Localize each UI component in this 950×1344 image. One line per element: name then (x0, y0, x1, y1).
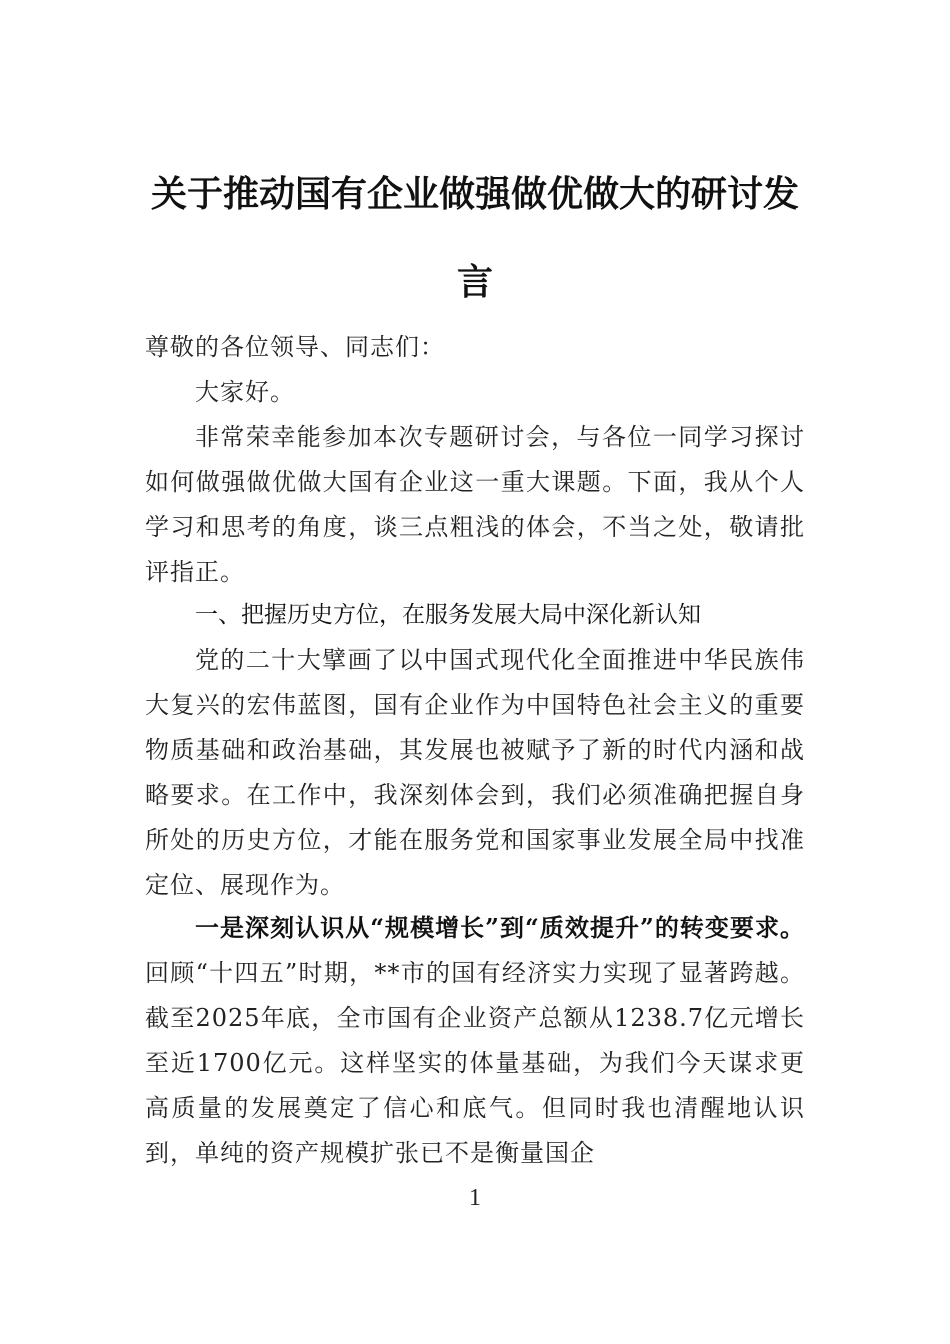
page-number: 1 (469, 1185, 481, 1211)
greeting: 大家好。 (195, 378, 295, 406)
salutation: 尊敬的各位领导、同志们： (145, 333, 445, 361)
section1-paragraph: 党的二十大擘画了以中国式现代化全面推进中华民族伟大复兴的宏伟蓝图，国有企业作为中国特色社会主义的重要物质基础和政治基础，其发展也被赋予了新的时代内涵和战略要求。在工作中，我深刻体会到，我们必须准确把握自身所处的历史方位，才能在服务党和国家事业发展全局中找准定位、展现作为。 (145, 646, 805, 899)
point1-paragraph (145, 905, 805, 1176)
intro-paragraph: 非常荣幸能参加本次专题研讨会，与各位一同学习探讨如何做强做优做大国有企业这一重大课题。下面，我从个人学习和思考的角度，谈三点粗浅的体会，不当之处，敬请批评指正。 (145, 423, 805, 586)
point1-text: 回顾“十四五”时期，**市的国有经济实力实现了显著跨越。截至2025年底，全市国有企业资产总额从1238.7亿元增长至近1700亿元。这样坚实的体量基础，为我们今天谋求更高质量的发展奠定了信心和底气。但同时我也清醒地认识到，单纯的资产规模扩张已不是衡量国企 (145, 959, 805, 1167)
document-title: 关于推动国有企业做强做优做大的研讨发言 (150, 173, 799, 303)
point1-lead: 一是深刻认识从“规模增长”到“质效提升”的转变要求。 (195, 913, 805, 942)
section-heading-1: 一、把握历史方位，在服务发展大局中深化新认知 (195, 602, 701, 628)
